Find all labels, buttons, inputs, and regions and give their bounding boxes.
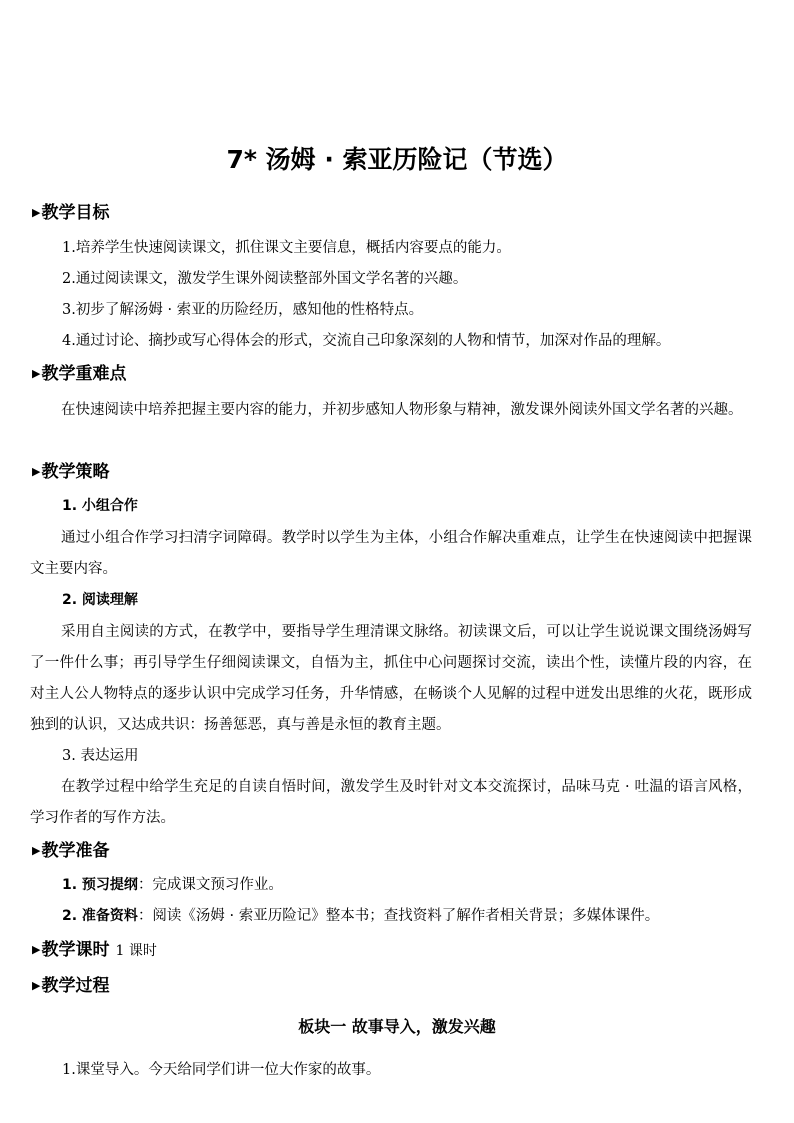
strategy-sub-3-text: 在教学过程中给学生充足的自读自悟时间，激发学生及时针对文本交流探讨，品味马克 · 吐温的语言风格，学习作者的写作方法。 [30,779,752,826]
prep-item-1: 1. 预习提纲：完成课文预习作业。 [62,877,283,893]
block-title-1: 板块一 故事导入，激发兴趣 [298,1017,496,1036]
triangle-bullet-icon: ▶ [32,367,41,380]
section-heading-key-points: ▶教学重难点 [32,364,127,384]
goal-item-2: 2.通过阅读课文，激发学生课外阅读整部外国文学名著的兴趣。 [62,271,468,287]
section-heading-process: ▶教学过程 [32,976,110,996]
hours-value: 1 课时 [115,943,157,959]
strategy-sub-2-title: 2. 阅读理解 [62,592,138,608]
triangle-bullet-icon: ▶ [32,844,41,857]
page-title: 7* 汤姆 · 索亚历险记（节选） [226,145,568,174]
section-heading-goals: ▶教学目标 [32,203,110,223]
triangle-bullet-icon: ▶ [32,979,41,992]
section-heading-strategy: ▶教学策略 [32,462,110,482]
triangle-bullet-icon: ▶ [32,206,41,219]
section-heading-hours: ▶教学课时 1 课时 [32,940,157,960]
goal-item-3: 3.初步了解汤姆 · 索亚的历险经历，感知他的性格特点。 [62,302,424,318]
prep-item-2: 2. 准备资料：阅读《汤姆 · 索亚历险记》整本书；查找资料了解作者相关背景；多媒体课件。 [62,908,660,924]
strategy-sub-1-text: 通过小组合作学习扫清字词障碍。教学时以学生为主体，小组合作解决重难点，让学生在快速阅读中把握课文主要内容。 [30,530,752,577]
strategy-sub-1-title: 1. 小组合作 [62,498,138,514]
process-item-1: 1.课堂导入。今天给同学们讲一位大作家的故事。 [62,1062,381,1078]
triangle-bullet-icon: ▶ [32,465,41,478]
section-heading-prep: ▶教学准备 [32,841,110,861]
goal-item-4: 4.通过讨论、摘抄或写心得体会的形式，交流自己印象深刻的人物和情节，加深对作品的理解。 [62,333,671,349]
strategy-sub-2-text: 采用自主阅读的方式，在教学中，要指导学生理清课文脉络。初读课文后，可以让学生说说课文围绕汤姆写了一件什么事；再引导学生仔细阅读课文，自悟为主，抓住中心问题探讨交流，读出个性，读懂片段的内容，在对主人公人物特点的逐步认识中完成学习任务，升华情感，在畅谈个人见解的过程中迸发出思维的火花，既形成独到的认识，又达成共识：扬善惩恶，真与善是永恒的教育主题。 [30,624,752,733]
strategy-sub-3-title: 3. 表达运用 [62,748,139,764]
triangle-bullet-icon: ▶ [32,943,41,956]
key-points-text: 在快速阅读中培养把握主要内容的能力，并初步感知人物形象与精神，激发课外阅读外国文学名著的兴趣。 [61,402,743,418]
goal-item-1: 1.培养学生快速阅读课文，抓住课文主要信息，概括内容要点的能力。 [62,240,511,256]
